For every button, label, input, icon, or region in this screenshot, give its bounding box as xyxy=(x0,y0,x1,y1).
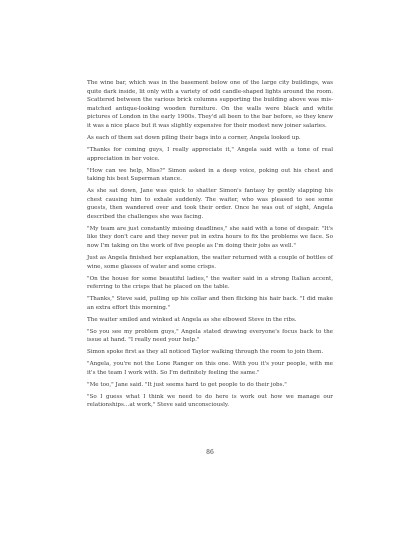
paragraph: "My team are just constantly missing deadlines," she said with a tone of despair. "It's like they don't care and they never put in extra hours to fix the problems we face. So now I'm taking on the work of five people as I'm doing their jobs as well." xyxy=(87,225,333,250)
paragraph: "Me too," Jane said. "It just seems hard to get people to do their jobs." xyxy=(87,381,287,388)
paragraph: "Thanks for coming guys, I really appreciate it," Angela said with a tone of real appreciation in her voice. xyxy=(87,146,333,162)
paragraph: As each of them sat down piling their bags into a corner, Angela looked up. xyxy=(87,134,301,141)
paragraph: As she sat down, Jane was quick to shatter Simon's fantasy by gently slapping his chest causing him to exhale suddenly. The waiter, who was pleased to see some guests, then wandered over and took their order. Once he was out of sight, Angela described the challenges she was facing. xyxy=(87,188,333,220)
paragraph: "So I guess what I think we need to do here is work out how we manage our relationships…at work," Steve said unconsciously. xyxy=(87,393,333,409)
paragraph: The wine bar, which was in the basement below one of the large city buildings, was quite dark inside, lit only with a variety of odd candle-shaped lights around the room. Scattered between the various brick columns supporting the building above was mis-matched antique-looking wooden furniture. On the walls were black and white pictures of London in the early 1900s. They'd all been to the bar before, so they knew it was a nice place but it was slightly expensive for their modest new joiner salaries. xyxy=(87,80,333,129)
page-number: 86 xyxy=(206,449,214,456)
paragraph: "How can we help, Miss?" Simon asked in a deep voice, poking out his chest and taking his best Superman stance. xyxy=(87,167,333,183)
body-text xyxy=(87,79,333,413)
paragraph: The waiter smiled and winked at Angela as she elbowed Steve in the ribs. xyxy=(87,316,297,323)
paragraph: Simon spoke first as they all noticed Taylor walking through the room to join them. xyxy=(87,349,324,356)
paragraph: "So you see my problem guys," Angela stated drawing everyone's focus back to the issue at hand. "I really need your help." xyxy=(87,328,333,344)
paragraph: "Angela, you're not the Lone Ranger on this one. With you it's your people, with me it's the team I work with. So I'm definitely feeling the same." xyxy=(87,361,333,376)
paragraph: "Thanks," Steve said, pulling up his collar and then flicking his hair back. "I did make an extra effort this morning." xyxy=(87,296,333,311)
paragraph: "On the house for some beautiful ladies," the waiter said in a strong Italian accent, referring to the crisps that he placed on the table. xyxy=(87,275,333,291)
paragraph: Just as Angela finished her explanation, the waiter returned with a couple of bottles of wine, some glasses of water and some crisps. xyxy=(87,255,333,270)
